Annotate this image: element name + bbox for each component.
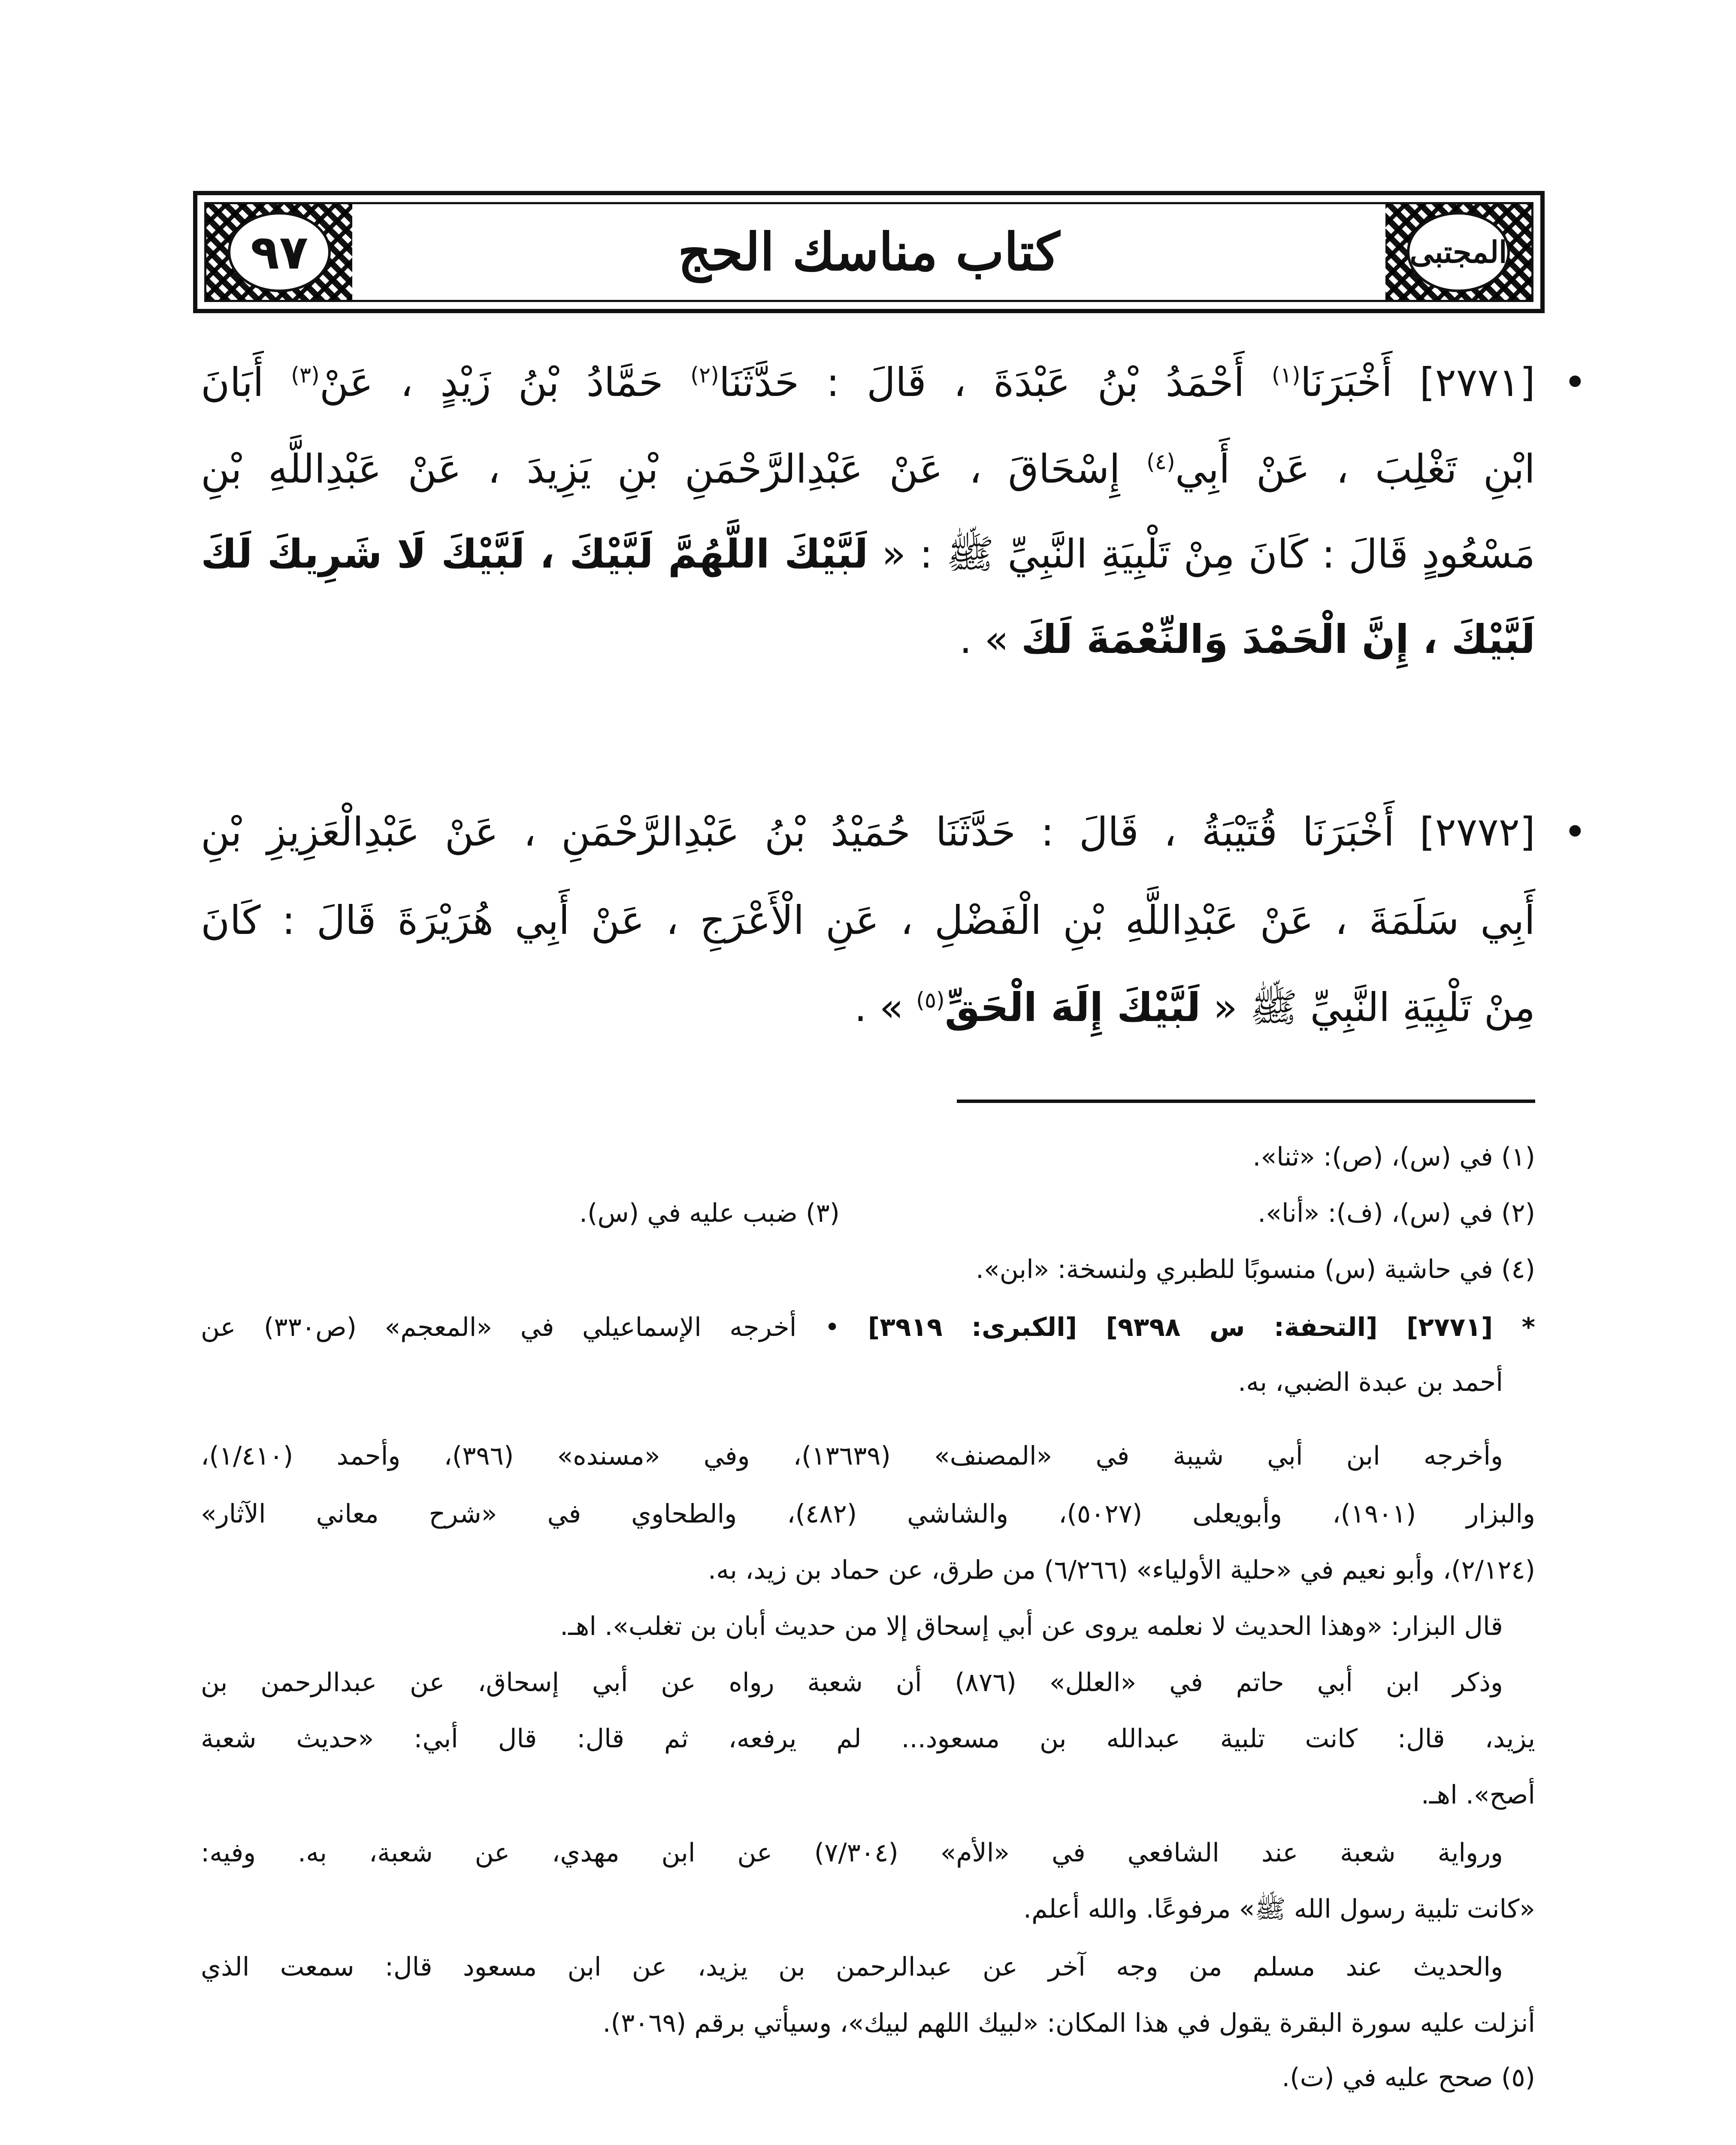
text-run: ابْنِ تَغْلِبَ ، عَنْ أَبِي [1175, 446, 1535, 492]
hadith-bullet: • [1563, 360, 1587, 405]
ornament-right [1385, 204, 1531, 300]
takhrij-line [201, 1598, 1503, 1654]
text-run: [٢٧٧٢] أَخْبَرَنَا قُتَيْبَةُ ، قَالَ : حَدَّثَنَا حُمَيْدُ بْنُ عَبْدِالرَّحْمَنِ ، عَنْ عَبْدِالْعَزِيزِ بْنِ [201, 809, 1535, 855]
footnote-2: (٢) في (س)، (ف): «أنا». [1258, 1198, 1535, 1228]
header-frame [204, 202, 1533, 302]
page-number-medallion [228, 212, 331, 292]
text-run: [٢٧٧١] [1392, 360, 1535, 405]
text-run: • أخرجه الإسماعيلي في «المعجم» (ص٣٣٠) عن [201, 1312, 868, 1342]
text-run: (٢/١٢٤)، وأبو نعيم في «حلية الأولياء» (٦/٢٦٦) من طرق، عن حماد بن زيد، به. [708, 1555, 1535, 1585]
book-logo [1407, 212, 1510, 292]
text-run: مِنْ تَلْبِيَةِ النَّبِيِّ ﷺ « [1201, 985, 1535, 1030]
takhrij-line [201, 1711, 1535, 1767]
page-header [193, 191, 1545, 313]
text-run: وذكر ابن أبي حاتم في «العلل» (٨٧٦) أن شعبة رواه عن أبي إسحاق، عن عبدالرحمن بن [201, 1668, 1503, 1698]
text-run: إِسْحَاقَ ، عَنْ عَبْدِالرَّحْمَنِ بْنِ يَزِيدَ ، عَنْ عَبْدِاللَّهِ بْنِ [201, 446, 1147, 492]
talbiya-text: لَبَّيْكَ اللَّهُمَّ لَبَّيْكَ ، لَبَّيْكَ لَا شَرِيكَ لَكَ [201, 531, 868, 577]
text-run: والبزار (١٩٠١)، وأبويعلى (٥٠٢٧)، والشاشي (٤٨٢)، والطحاوي في «شرح معاني الآثار» [201, 1499, 1536, 1529]
footnote-marker: (١) [1271, 362, 1300, 388]
text-run: «كانت تلبية رسول الله ﷺ» مرفوعًا. والله أعلم. [1023, 1894, 1535, 1924]
hadith-bullet: • [1563, 809, 1587, 855]
talbiya-text: لَبَّيْكَ إِلَهَ الْحَقِّ [944, 985, 1201, 1030]
text-run: يزيد، قال: كانت تلبية عبدالله بن مسعود... لم يرفعه، ثم قال: قال أبي: «حديث شعبة [201, 1724, 1535, 1754]
text-run: أَبَانَ [201, 360, 291, 405]
hadith-2771-line [201, 511, 1535, 597]
takhrij-line [201, 1354, 1503, 1410]
talbiya-text: * [٢٧٧١] [التحفة: س ٩٣٩٨] [الكبرى: ٣٩١٩] [868, 1312, 1535, 1342]
text-run: أَخْبَرَنَا [1300, 360, 1393, 405]
text-run: حَمَّادُ بْنُ زَيْدٍ ، عَنْ [319, 360, 691, 405]
takhrij-line [201, 1825, 1503, 1881]
text-run: أَحْمَدُ بْنُ عَبْدَةَ ، قَالَ : حَدَّثَنَا [719, 360, 1272, 405]
footnote-marker: (٢) [690, 362, 719, 388]
text-run: والحديث عند مسلم من وجه آخر عن عبدالرحمن بن يزيد، عن ابن مسعود قال: سمعت الذي [201, 1952, 1503, 1982]
takhrij-line [201, 1767, 1535, 1823]
text-run: مَسْعُودٍ قَالَ : كَانَ مِنْ تَلْبِيَةِ النَّبِيِّ ﷺ : « [868, 531, 1535, 577]
takhrij-line [201, 1428, 1503, 1484]
text-run: قال البزار: «وهذا الحديث لا نعلمه يروى عن أبي إسحاق إلا من حديث أبان بن تغلب». اهـ. [560, 1611, 1503, 1641]
chapter-title: كتاب مناسك الحج [678, 222, 1060, 282]
footnote-marker: (٥) [916, 987, 945, 1013]
ornament-left [206, 204, 352, 300]
text-run: » . [854, 985, 916, 1030]
footnote-marker: (٤) [1146, 449, 1175, 474]
footnote-3: (٣) ضبب عليه في (س). [579, 1198, 840, 1228]
book-logo-text: المجتبى [1409, 234, 1507, 270]
text-run: أنزلت عليه سورة البقرة يقول في هذا المكان: «لبيك اللهم لبيك»، وسيأتي برقم (٣٠٦٩). [602, 2008, 1535, 2038]
takhrij-line [201, 1655, 1503, 1710]
takhrij-line [201, 1939, 1503, 1995]
footnote-4: (٤) في حاشية (س) منسوبًا للطبري ولنسخة: «ابن». [975, 1254, 1535, 1284]
takhrij-line [201, 1486, 1535, 1542]
text-run: أحمد بن عبدة الضبي، به. [1238, 1367, 1503, 1397]
page-number: ٩٧ [250, 224, 308, 280]
hadith-2771-line [201, 340, 1587, 426]
text-run: ورواية شعبة عند الشافعي في «الأم» (٧/٣٠٤) عن ابن مهدي، عن شعبة، به. وفيه: [201, 1838, 1503, 1868]
footnote-separator [957, 1100, 1535, 1103]
hadith-2772-line [201, 878, 1535, 964]
takhrij-line [201, 1995, 1535, 2051]
talbiya-text: لَبَّيْكَ ، إِنَّ الْحَمْدَ وَالنِّعْمَةَ لَكَ [1021, 616, 1535, 662]
hadith-2772-line [201, 965, 1535, 1051]
footnote-marker: (٣) [291, 362, 320, 388]
text-run: أَبِي سَلَمَةَ ، عَنْ عَبْدِاللَّهِ بْنِ الْفَضْلِ ، عَنِ الْأَعْرَجِ ، عَنْ أَبِي هُرَيْرَةَ قَالَ : كَانَ [201, 897, 1535, 943]
takhrij-line [201, 2050, 1535, 2106]
text-run: » . [959, 616, 1021, 662]
text-run: (٥) صحح عليه في (ت). [1282, 2063, 1535, 2093]
hadith-2771-line [201, 597, 1535, 683]
text-run: أصح». اهـ. [1421, 1780, 1535, 1810]
text-run: وأخرجه ابن أبي شيبة في «المصنف» (١٣٦٣٩)، وفي «مسنده» (٣٩٦)، وأحمد (١/٤١٠)، [201, 1441, 1503, 1471]
takhrij-line [201, 1542, 1535, 1598]
takhrij-line [201, 1881, 1535, 1937]
takhrij-line [201, 1299, 1535, 1355]
footnote-1: (١) في (س)، (ص): «ثنا». [1252, 1142, 1535, 1172]
hadith-2772-line [201, 789, 1587, 875]
hadith-2771-line [201, 426, 1535, 512]
